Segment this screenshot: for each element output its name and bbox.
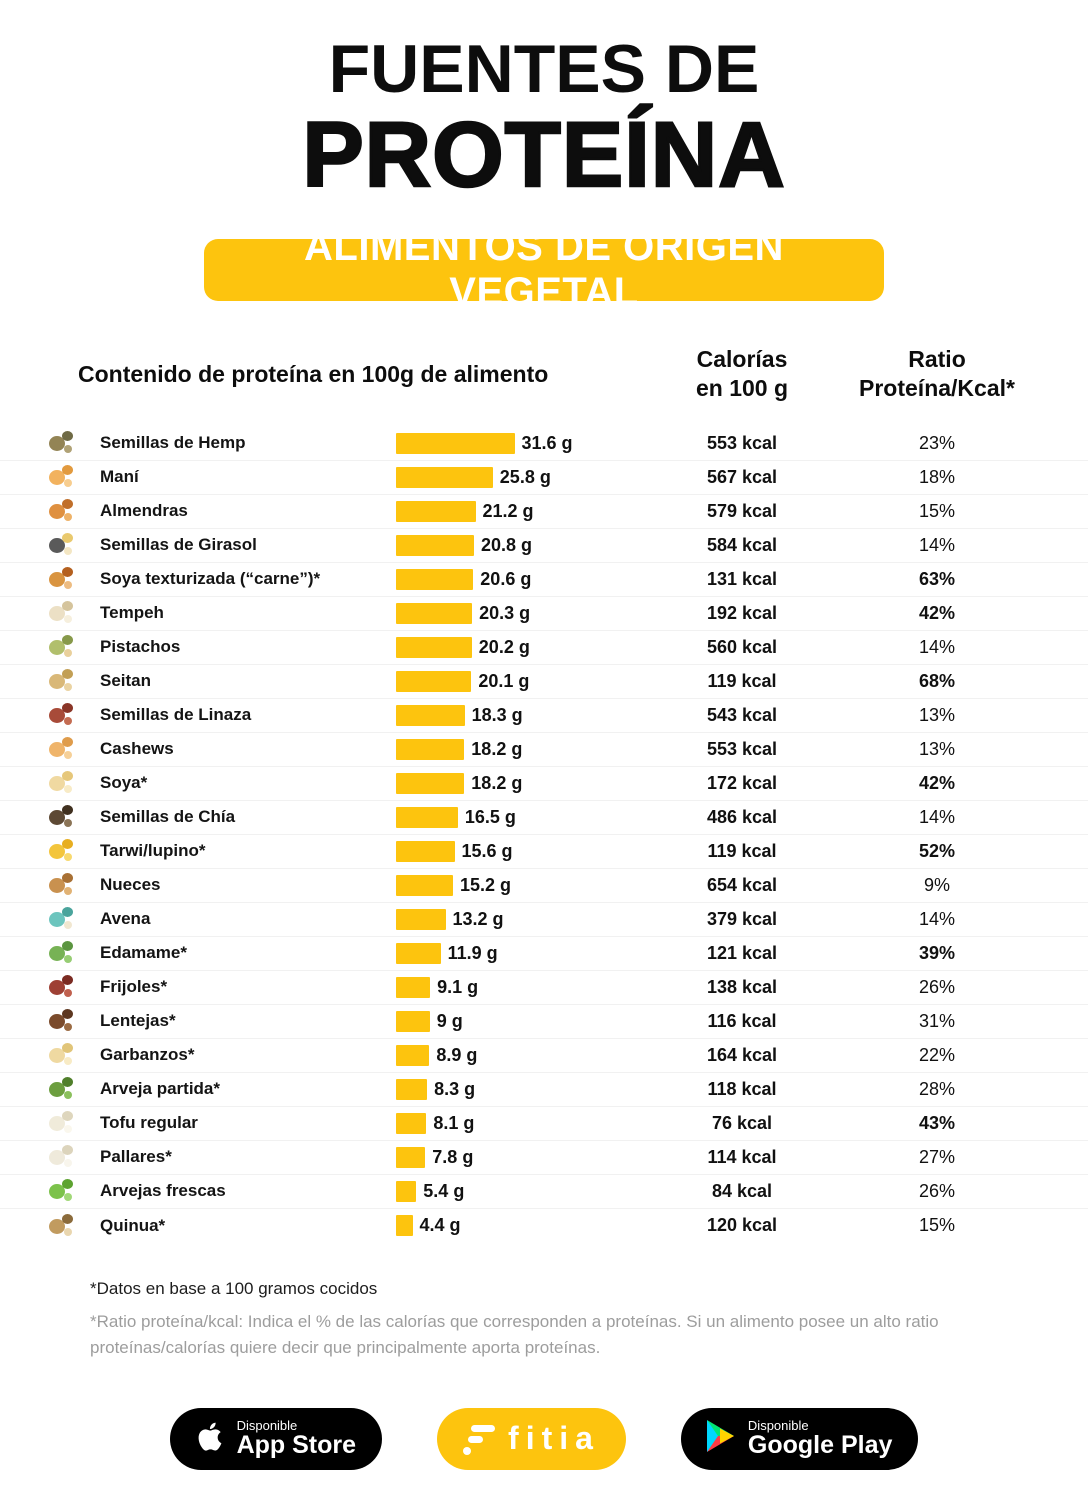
column-header-calories: Calorías en 100 g	[695, 346, 789, 402]
protein-bar	[396, 1045, 429, 1066]
food-name: Semillas de Chía	[100, 807, 236, 827]
table-row	[0, 631, 1088, 665]
protein-bar	[396, 1011, 430, 1032]
calories-value: 164 kcal	[706, 1044, 778, 1065]
fitia-logo-icon	[463, 1423, 495, 1455]
protein-bar	[396, 535, 474, 556]
header	[0, 0, 1088, 315]
protein-bar	[396, 773, 464, 794]
protein-grams-value: 15.6 g	[461, 840, 513, 861]
calories-value: 553 kcal	[706, 432, 778, 453]
protein-bar	[396, 433, 515, 454]
table-row	[0, 1107, 1088, 1141]
cashews-icon	[48, 735, 78, 763]
tofu-cubes-icon	[48, 1109, 78, 1137]
protein-bar-cell	[396, 467, 658, 488]
ratio-value: 14%	[918, 534, 956, 555]
calories-value: 114 kcal	[707, 1146, 777, 1167]
protein-bar-cell	[396, 875, 658, 896]
protein-bar-cell	[396, 773, 658, 794]
food-name: Arvejas frescas	[100, 1181, 226, 1201]
protein-bar	[396, 909, 446, 930]
protein-bar-cell	[396, 1147, 658, 1168]
table-row	[0, 1141, 1088, 1175]
protein-grams-value: 18.3 g	[471, 704, 523, 725]
ratio-value: 68%	[918, 670, 956, 691]
protein-bar-cell	[396, 943, 658, 964]
protein-bar-cell	[396, 569, 658, 590]
food-name: Tofu regular	[100, 1113, 198, 1133]
protein-grams-value: 31.6 g	[521, 432, 573, 453]
protein-bar	[396, 1181, 416, 1202]
column-header-ratio: Ratio Proteína/Kcal*	[859, 346, 1015, 402]
ratio-value: 27%	[918, 1146, 956, 1167]
footnotes	[90, 1279, 1035, 1362]
table-row	[0, 835, 1088, 869]
protein-grams-value: 7.8 g	[432, 1146, 474, 1167]
protein-grams-value: 20.8 g	[481, 534, 533, 555]
ratio-value: 18%	[918, 466, 956, 487]
table-row	[0, 529, 1088, 563]
table-row	[0, 427, 1088, 461]
protein-bar-cell	[396, 1113, 658, 1134]
google-play-label: Google Play	[747, 1431, 893, 1460]
table-row	[0, 1073, 1088, 1107]
protein-bar	[396, 467, 493, 488]
table-row	[0, 1209, 1088, 1243]
soybeans-icon	[48, 769, 78, 797]
protein-bar-cell	[396, 705, 658, 726]
food-name: Semillas de Linaza	[100, 705, 252, 725]
ratio-value: 9%	[923, 874, 950, 895]
pistachios-icon	[48, 633, 78, 661]
store-badges	[0, 1408, 1088, 1470]
calories-value: 379 kcal	[706, 908, 778, 929]
hemp-seeds-icon	[48, 429, 78, 457]
page-title-line1: FUENTES DE	[328, 31, 760, 107]
ratio-value: 14%	[918, 806, 956, 827]
protein-bar	[396, 1079, 427, 1100]
protein-bar-cell	[396, 637, 658, 658]
ratio-value: 26%	[918, 976, 956, 997]
table-body	[0, 427, 1088, 1243]
table-row	[0, 461, 1088, 495]
protein-grams-value: 16.5 g	[464, 806, 516, 827]
protein-grams-value: 9.1 g	[437, 976, 479, 997]
fitia-badge[interactable]	[437, 1408, 626, 1470]
protein-bar-cell	[396, 535, 658, 556]
table-row	[0, 1039, 1088, 1073]
google-play-availability-label: Disponible	[747, 1417, 809, 1433]
table-row	[0, 665, 1088, 699]
fresh-peas-pod-icon	[48, 1177, 78, 1205]
ratio-value: 23%	[918, 432, 956, 453]
google-play-badge[interactable]	[681, 1408, 918, 1470]
calories-value: 116 kcal	[707, 1010, 777, 1031]
protein-grams-value: 11.9 g	[447, 942, 498, 963]
chia-seeds-icon	[48, 803, 78, 831]
page-title-line2: PROTEÍNA	[302, 104, 786, 207]
split-peas-icon	[48, 1075, 78, 1103]
food-name: Avena	[100, 909, 151, 929]
protein-grams-value: 8.3 g	[434, 1078, 476, 1099]
protein-grams-value: 8.9 g	[436, 1044, 478, 1065]
oatmeal-bowl-icon	[48, 905, 78, 933]
protein-bar-cell	[396, 433, 658, 454]
calories-value: 584 kcal	[706, 534, 778, 555]
quinoa-seeds-icon	[48, 1212, 78, 1240]
footnote-cooked-basis: *Datos en base a 100 gramos cocidos	[90, 1278, 378, 1298]
protein-grams-value: 20.3 g	[479, 602, 531, 623]
food-name: Pallares*	[100, 1147, 172, 1167]
calories-value: 486 kcal	[706, 806, 778, 827]
protein-bar-cell	[396, 841, 658, 862]
protein-bar-cell	[396, 1045, 658, 1066]
calories-value: 560 kcal	[706, 636, 778, 657]
textured-soy-bowl-icon	[48, 565, 78, 593]
food-name: Quinua*	[100, 1215, 166, 1235]
protein-bar	[396, 739, 464, 760]
food-name: Semillas de Hemp	[100, 433, 246, 453]
kidney-beans-icon	[48, 973, 78, 1001]
sunflower-seeds-icon	[48, 531, 78, 559]
lentils-icon	[48, 1007, 78, 1035]
protein-bar	[396, 705, 465, 726]
protein-bar	[396, 977, 430, 998]
calories-value: 84 kcal	[711, 1180, 773, 1201]
apple-icon	[196, 1421, 224, 1456]
calories-value: 138 kcal	[706, 976, 778, 997]
table-row	[0, 597, 1088, 631]
food-name: Pistachos	[100, 637, 181, 657]
protein-grams-value: 20.1 g	[478, 670, 530, 691]
table-row	[0, 1175, 1088, 1209]
ratio-value: 15%	[918, 500, 956, 521]
protein-bar	[396, 671, 471, 692]
calories-value: 119 kcal	[707, 670, 777, 691]
food-name: Frijoles*	[100, 977, 168, 997]
protein-grams-value: 15.2 g	[460, 874, 512, 895]
protein-bar	[396, 943, 441, 964]
table-row	[0, 903, 1088, 937]
food-name: Tarwi/lupino*	[100, 841, 206, 861]
app-store-label: App Store	[236, 1431, 357, 1460]
calories-value: 172 kcal	[706, 772, 778, 793]
ratio-value: 42%	[918, 602, 956, 623]
protein-grams-value: 18.2 g	[471, 772, 523, 793]
table-row	[0, 495, 1088, 529]
protein-bar	[396, 569, 473, 590]
protein-bar-cell	[396, 909, 658, 930]
protein-bar	[396, 501, 476, 522]
table-header	[0, 345, 1088, 403]
food-name: Almendras	[100, 501, 188, 521]
calories-value: 118 kcal	[707, 1078, 777, 1099]
edamame-pods-icon	[48, 939, 78, 967]
protein-grams-value: 9 g	[436, 1010, 463, 1031]
protein-bar	[396, 637, 472, 658]
food-name: Edamame*	[100, 943, 187, 963]
chickpeas-icon	[48, 1041, 78, 1069]
protein-grams-value: 18.2 g	[471, 738, 523, 759]
protein-bar-cell	[396, 807, 658, 828]
table-row	[0, 937, 1088, 971]
protein-bar	[396, 875, 453, 896]
walnuts-icon	[48, 871, 78, 899]
ratio-value: 15%	[918, 1215, 956, 1236]
protein-grams-value: 25.8 g	[499, 466, 551, 487]
ratio-value: 63%	[918, 568, 956, 589]
calories-value: 567 kcal	[706, 466, 778, 487]
food-name: Garbanzos*	[100, 1045, 195, 1065]
table-row	[0, 767, 1088, 801]
protein-bar-cell	[396, 739, 658, 760]
protein-bar	[396, 807, 458, 828]
table-row	[0, 733, 1088, 767]
protein-bar-cell	[396, 501, 658, 522]
protein-grams-value: 20.2 g	[478, 636, 530, 657]
ratio-value: 22%	[918, 1044, 956, 1065]
calories-value: 654 kcal	[706, 874, 778, 895]
food-name: Lentejas*	[100, 1011, 176, 1031]
protein-bar-cell	[396, 977, 658, 998]
protein-bar-cell	[396, 1215, 658, 1236]
calories-value: 121 kcal	[706, 942, 778, 963]
ratio-value: 13%	[918, 704, 956, 725]
calories-value: 76 kcal	[711, 1112, 773, 1133]
protein-grams-value: 8.1 g	[433, 1112, 475, 1133]
food-name: Tempeh	[100, 603, 164, 623]
protein-grams-value: 20.6 g	[480, 568, 532, 589]
table-row	[0, 801, 1088, 835]
food-name: Maní	[100, 467, 139, 487]
ratio-value: 14%	[918, 636, 956, 657]
protein-bar-cell	[396, 1181, 658, 1202]
ratio-value: 28%	[918, 1078, 956, 1099]
food-name: Semillas de Girasol	[100, 535, 257, 555]
table-row	[0, 1005, 1088, 1039]
ratio-value: 13%	[918, 738, 956, 759]
protein-bar-cell	[396, 1079, 658, 1100]
calories-value: 543 kcal	[706, 704, 778, 725]
category-banner: ALIMENTOS DE ORIGEN VEGETAL	[204, 239, 884, 301]
protein-grams-value: 21.2 g	[482, 500, 534, 521]
tempeh-block-icon	[48, 599, 78, 627]
protein-grams-value: 4.4 g	[419, 1215, 461, 1236]
food-name: Cashews	[100, 739, 174, 759]
google-play-icon	[707, 1420, 735, 1457]
column-header-protein: Contenido de proteína en 100g de alimento	[78, 360, 549, 387]
calories-value: 553 kcal	[706, 738, 778, 759]
ratio-value: 52%	[918, 840, 956, 861]
calories-value: 192 kcal	[706, 602, 778, 623]
protein-bar	[396, 1113, 426, 1134]
food-name: Soya*	[100, 773, 148, 793]
lima-beans-icon	[48, 1143, 78, 1171]
calories-value: 579 kcal	[706, 500, 778, 521]
food-name: Soya texturizada (“carne”)*	[100, 569, 321, 589]
calories-value: 119 kcal	[707, 840, 777, 861]
ratio-value: 42%	[918, 772, 956, 793]
protein-grams-value: 13.2 g	[452, 908, 504, 929]
protein-bar	[396, 603, 472, 624]
table-row	[0, 699, 1088, 733]
peanut-icon	[48, 463, 78, 491]
ratio-value: 26%	[918, 1180, 956, 1201]
ratio-value: 43%	[918, 1112, 956, 1133]
protein-bar-cell	[396, 1011, 658, 1032]
protein-grams-value: 5.4 g	[423, 1180, 465, 1201]
app-store-availability-label: Disponible	[236, 1417, 298, 1433]
table-row	[0, 869, 1088, 903]
food-name: Nueces	[100, 875, 161, 895]
table-row	[0, 971, 1088, 1005]
protein-bar-cell	[396, 603, 658, 624]
lupin-beans-icon	[48, 837, 78, 865]
fitia-wordmark: fitia	[508, 1420, 600, 1457]
seitan-block-icon	[48, 667, 78, 695]
flax-seeds-icon	[48, 701, 78, 729]
footnote-ratio-explanation: *Ratio proteína/kcal: Indica el % de las calorías que corresponden a proteínas. Si un alimento posee un alto ratio proteínas/calorías quiere decir que principalmente aporta proteínas.	[90, 1311, 939, 1358]
ratio-value: 31%	[918, 1010, 956, 1031]
protein-bar-cell	[396, 671, 658, 692]
ratio-value: 14%	[918, 908, 956, 929]
food-name: Arveja partida*	[100, 1079, 220, 1099]
almonds-icon	[48, 497, 78, 525]
ratio-value: 39%	[918, 942, 956, 963]
protein-bar	[396, 1147, 425, 1168]
protein-bar	[396, 1215, 413, 1236]
calories-value: 131 kcal	[706, 568, 778, 589]
calories-value: 120 kcal	[706, 1215, 778, 1236]
table-row	[0, 563, 1088, 597]
app-store-badge[interactable]	[170, 1408, 382, 1470]
protein-bar	[396, 841, 455, 862]
food-name: Seitan	[100, 671, 152, 691]
